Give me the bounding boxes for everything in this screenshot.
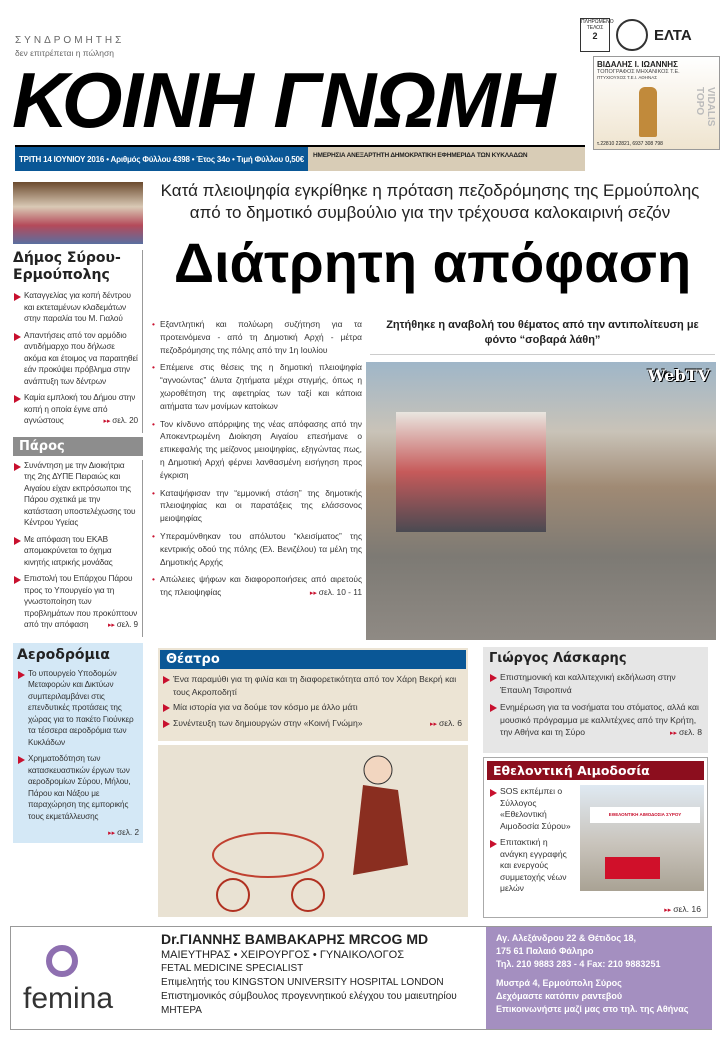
appointments: Δεχόμαστε κατόπιν ραντεβού (496, 991, 623, 1001)
page-ref[interactable]: ▸▸ σελ. 10 - 11 (310, 586, 362, 601)
inset-photo (396, 412, 546, 532)
page-ref[interactable]: ▸▸ σελ. 2 (108, 828, 139, 837)
theatre-illustration (158, 745, 468, 917)
femina-logo-icon (46, 945, 78, 977)
list-item[interactable]: Επιστολή του Επάρχου Πάρου προς το Υπουργείο για τη γνωστοποίηση των προβλημάτων που προκύπτουν από την απόφαση ▸▸ σελ. 9 (13, 573, 138, 632)
blood-donation-section (483, 757, 708, 918)
left-column (13, 182, 143, 843)
ad-vertical: VIDALIS TOPO (694, 87, 716, 127)
page-ref[interactable]: ▸▸ σελ. 9 (108, 619, 138, 632)
addr2: 175 61 Παλαιό Φάληρο (496, 946, 594, 956)
tent-banner: ΕΘΕΛΟΝΤΙΚΗ ΑΙΜΟΔΟΣΙΑ ΣΥΡΟΥ (590, 807, 700, 823)
ad-title: ΤΟΠΟΓΡΑΦΟΣ ΜΗΧΑΝΙΚΟΣ Τ.Ε. (597, 69, 680, 75)
list-item[interactable]: Συνάντηση με την Διοικήτρια της 2ης ΔΥΠΕ Πειραιώς και Αιγαίου είχαν εκπρόσωποι της Πάρου σχετικά με την κατάσταση υποστελέχωσης του Κέντρου Υγείας (13, 460, 138, 529)
doctor-spec: FETAL MEDICINE SPECIALIST (161, 963, 304, 974)
council-photo (13, 182, 143, 244)
surveyor-ad[interactable] (593, 56, 720, 150)
blood-title: Εθελοντική Αιμοδοσία (487, 761, 704, 780)
dateline: ΤΡΙΤΗ 14 ΙΟΥΝΙΟΥ 2016 • Αριθμός Φύλλου 4398 • Έτος 34ο • Τιμή Φύλλου 0,50€ (15, 147, 308, 171)
list-item[interactable]: Χρηματοδότηση των κατασκευαστικών έργων των αεροδρομίων Σύρου, Μήλου, Πάρου και Νάξου με παραχώρηση της εμπορικής τους εκμετάλλευσης (17, 753, 139, 822)
postage-stamp-icon: ΠΛΗΡΩΜΕΝΟ ΤΕΛΟΣ 2 (580, 18, 610, 52)
doctor-line2: Επιστημονικός σύμβουλος προγεννητικού ελέγχου του μαιευτηρίου ΜΗΤΕΡΑ (161, 991, 457, 1016)
ad-contact: τ.22810 22821, 6937 308 798 (597, 141, 663, 147)
doctor-roles: ΜΑΙΕΥΤΗΡΑΣ • ΧΕΙΡΟΥΡΓΟΣ • ΓΥΝΑΙΚΟΛΟΓΟΣ (161, 949, 405, 961)
dimos-title: Δήμος Σύρου-Ερμούπολης (13, 250, 121, 283)
lead-bullet: • Εξαντλητική και πολύωρη συζήτηση για τα προτεινόμενα - από τη Δημοτική Αρχή - μέτρα πεζοδρόμησης της πόλης από την 1η Ιουλίου (152, 318, 362, 356)
masthead: ΚΟΙΝΗ ΓΝΩΜΗ (12, 56, 555, 144)
laskaris-title: Γιώργος Λάσκαρης (489, 651, 627, 666)
surveyor-figure-icon (639, 87, 657, 137)
list-item[interactable]: Με απόφαση του ΕΚΑΒ απομακρύνεται το όχημα κινητής ιατρικής μονάδας (13, 534, 138, 569)
theatre-title: Θέατρο (160, 650, 466, 669)
lead-deck: Κατά πλειοψηφία εγκρίθηκε η πρόταση πεζοδρόμησης της Ερμούπολης από το δημοτικό συμβούλιο για την τρέχουσα καλοκαιρινή σεζόν (160, 181, 700, 222)
lead-bullet: • Τον κίνδυνο απόρριψης της νέας απόφασης από την Αποκεντρωμένη Διοίκηση Αιγαίου επεσήμανε ο επικεφαλής της μείζονος μειοψηφίας, εξηγώντας πως, η Δημοτική Αρχή φέρνει λανθασμένη εισήγηση προς έγκριση (152, 418, 362, 482)
theatre-section (158, 648, 468, 741)
dateline-bar (15, 145, 585, 171)
list-item[interactable]: Καταγγελίας για κοπή δέντρου και εκτεταμένων κλαδεμάτων στην παραλία του Μ. Γιαλού (13, 290, 138, 325)
postage-logos (580, 18, 720, 52)
airports-section (13, 643, 143, 844)
tagline: ΗΜΕΡΗΣΙΑ ΑΝΕΞΑΡΤΗΤΗ ΔΗΜΟΚΡΑΤΙΚΗ ΕΦΗΜΕΡΙΔΑ ΤΩΝ ΚΥΚΛΑΔΩΝ (308, 147, 585, 171)
elta-logo: ΕΛΤΑ (654, 26, 692, 44)
paros-title: Πάρος (13, 437, 143, 456)
doctor-name: Dr.ΓΙΑΝΝΗΣ ΒΑΜΒΑΚΑΡΗΣ MRCOG MD (161, 931, 429, 947)
paros-section (13, 460, 143, 637)
laskaris-section (483, 647, 708, 753)
council-street-photo[interactable] (366, 362, 716, 640)
list-item[interactable]: Ενημέρωση για τα νοσήματα του στόματος, αλλά και μουσικό πρόγραμμα με καλλιτέχνες από την Κρήτη, την Αθήνα και τη Σύρο ▸▸ σελ. 8 (489, 701, 702, 739)
addr1: Αγ. Αλεξάνδρου 22 & Θέτιδος 18, (496, 933, 637, 943)
lead-headline[interactable]: Διάτρητη απόφαση (173, 231, 692, 294)
doctor-line1: Επιμελητής του KINGSTON UNIVERSITY HOSPITAL LONDON (161, 977, 444, 988)
addr3: Μυστρά 4, Ερμούπολη Σύρος (496, 978, 622, 988)
femina-ad[interactable] (10, 926, 712, 1030)
blood-tent-photo (580, 785, 704, 891)
list-item[interactable]: SOS εκπέμπει ο Σύλλογος «Εθελοντική Αιμοδοσία Σύρου» (489, 786, 577, 832)
list-item[interactable]: Συνέντευξη των δημιουργών στην «Κοινή Γνώμη» ▸▸ σελ. 6 (162, 717, 462, 730)
ad-name: ΒΙΔΑΛΗΣ Ι. ΙΩΑΝΝΗΣ (597, 60, 678, 69)
page-ref[interactable]: ▸▸ σελ. 8 (670, 726, 702, 741)
subscriber-label: ΣΥΝΔΡΟΜΗΤΗΣ (15, 35, 125, 46)
phone: Τηλ. 210 9883 283 - 4 Fax: 210 9883251 (496, 959, 661, 969)
no-sale-label: δεν επιτρέπεται η πώληση (15, 48, 114, 58)
list-item[interactable]: Επιτακτική η ανάγκη εγγραφής και ενεργούς συμμετοχής νέων μελών (489, 837, 577, 895)
lead-bullet: • Απώλειες ψήφων και διαφοροποιήσεις από αιρετούς της πλειοψηφίας ▸▸ σελ. 10 - 11 (152, 573, 362, 601)
list-item[interactable]: Μία ιστορία για να δούμε τον κόσμο με άλλο μάτι (162, 701, 462, 714)
list-item[interactable]: Καμία εμπλοκή του Δήμου στην κοπή η οποία έγινε από αγνώστους ▸▸ σελ. 20 (13, 392, 138, 428)
page-ref[interactable]: ▸▸ σελ. 6 (430, 717, 462, 732)
ad-sub: ΠΤΥΧΙΟΥΧΟΣ Τ.Ε.Ι. ΑΘΗΝΑΣ (597, 75, 658, 80)
seal-icon (616, 19, 648, 51)
femina-brand: femina (23, 982, 114, 1015)
pram-girl-illustration (158, 745, 468, 917)
list-item[interactable]: Ένα παραμύθι για τη φιλία και τη διαφορετικότητα από τον Χάρη Βεκρή και τους Ακροποδητί (162, 673, 462, 698)
list-item[interactable]: Το υπουργείο Υποδομών Μεταφορών και Δικτύων συμπεριλαμβάνει στις επενδυτικές προτάσεις της χώρας για το πακέτο Γιούνκερ τα τέσσερα αεροδρόμια των Κυκλάδων (17, 668, 139, 749)
lead-bullets (152, 318, 362, 606)
lead-bullet: • Καταψήφισαν την “εμμονική στάση” της δημοτικής πλειοψηφίας και οι παρατάξεις της ελάσσονος μειοψηφίας (152, 487, 362, 525)
airports-title: Αεροδρόμια (17, 646, 110, 663)
webtv-badge[interactable]: WebTV (647, 366, 710, 385)
page-ref[interactable]: ▸▸ σελ. 20 (104, 415, 138, 428)
list-item[interactable]: Επιστημονική και καλλιτεχνική εκδήλωση στην Έπαυλη Τσιροπινά (489, 671, 702, 696)
contact-note: Επικοινωνήστε μαζί μας στο τηλ. της Αθήνας (496, 1004, 689, 1014)
lead-bullet: • Επέμεινε στις θέσεις της η δημοτική πλειοψηφία “αγνοώντας” άλυτα ζητήματα μέχρι στιγμής, όπως η χωροθέτηση της αφετηρίας των ταξί και κάποια αιτήματα των μονίμων κατοίκων (152, 361, 362, 412)
lead-subhead: Ζητήθηκε η αναβολή του θέματος από την αντιπολίτευση με φόντο “σοβαρά λάθη” (370, 318, 715, 355)
page-ref[interactable]: ▸▸ σελ. 16 (664, 904, 701, 914)
dimos-section (13, 250, 143, 433)
lead-bullet: • Υπεραμύνθηκαν του απόλυτου “κλεισίματος” της κεντρικής οδού της πόλης (Ελ. Βενιζέλου) τα μέλη της Δημοτικής Αρχής (152, 530, 362, 568)
doctor-info (161, 931, 479, 1018)
list-item[interactable]: Απαντήσεις από τον αρμόδιο αντιδήμαρχο που δήλωσε ακόμα και έτοιμος να παραιτηθεί εάν προκύψει πρόβλημα στην ανάπτυξη των δέντρων (13, 330, 138, 388)
dress-shape (353, 785, 408, 875)
red-table (605, 857, 660, 879)
clinic-contact (486, 927, 712, 1029)
